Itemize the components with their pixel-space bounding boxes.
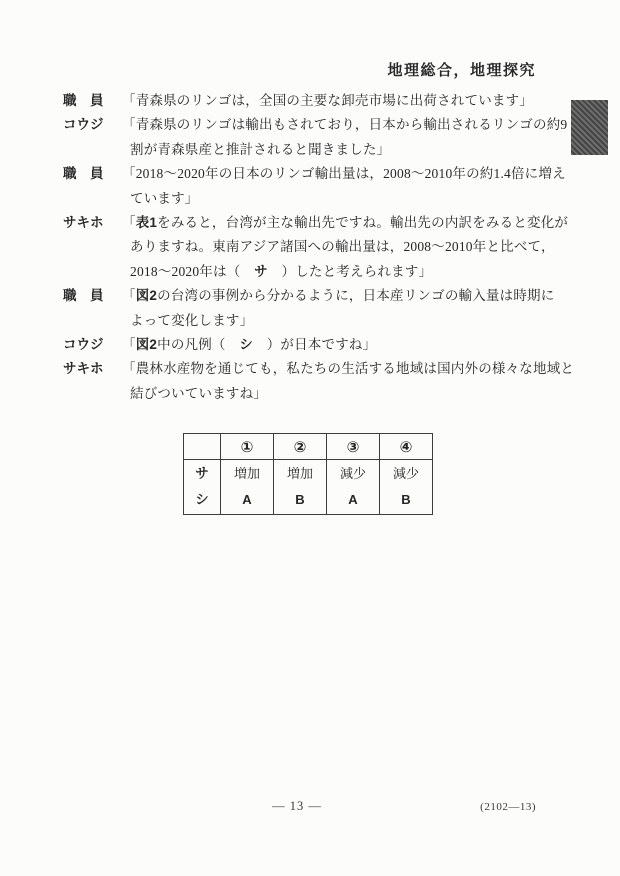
answer-table-head [184, 434, 433, 460]
dialogue-line: 「農林水産物を通じても，私たちの生活する地域は国内外の様々な地域と [122, 361, 575, 377]
dialogue-text [122, 284, 554, 333]
speaker-label: サキホ [63, 215, 104, 231]
answer-table-cell [274, 460, 327, 515]
dialogue-row [63, 89, 563, 113]
answer-table-corner-cell [184, 434, 221, 460]
dialogue-line: 「2018〜2020年の日本のリンゴ輸出量は，2008〜2010年の約1.4倍に増え [122, 166, 566, 182]
answer-table-option-header: ③ [327, 434, 380, 460]
answer-table-option-header: ① [221, 434, 274, 460]
dialogue-text [122, 211, 568, 284]
answer-table-cell [221, 460, 274, 515]
speaker-label: サキホ [63, 361, 104, 377]
dialogue-text [122, 333, 376, 357]
answer-table-header-row [184, 434, 433, 460]
dialogue-row [63, 211, 569, 284]
dialogue-row [63, 357, 575, 406]
answer-table-row-labels [184, 460, 221, 515]
row-label: シ [195, 492, 209, 507]
answer-table-cell [380, 460, 433, 515]
row-label: サ [195, 466, 209, 481]
footer-page-number: — 13 — [272, 799, 322, 813]
answer-shi-value: B [401, 492, 411, 507]
dialogue-line: 「図2の台湾の事例から分かるように，日本産リンゴの輸入量は時期に [122, 288, 555, 304]
dialogue-line: 結びついていますね」 [130, 385, 267, 401]
dialogue-line: 割が青森県産と推計されると聞きました」 [130, 141, 391, 157]
dialogue [63, 89, 575, 406]
dialogue-text [122, 162, 566, 211]
dialogue-line: 2018〜2020年は（ サ ）したと考えられます」 [130, 263, 433, 279]
speaker-label: 職 員 [63, 288, 104, 304]
dialogue-line: よって変化します」 [130, 312, 254, 328]
answer-shi-value: B [295, 492, 305, 507]
answer-sa-value: 減少 [339, 466, 366, 481]
answer-table-cell [327, 460, 380, 515]
dialogue-line: ありますね。東南アジア諸国への輸出量は，2008〜2010年と比べて， [130, 239, 555, 255]
dialogue-line: 「図2中の凡例（ シ ）が日本ですね」 [122, 337, 377, 353]
section-edge-tab [571, 100, 608, 155]
page-title: 地理総合，地理探究 [387, 62, 536, 79]
answer-sa-value: 増加 [233, 466, 260, 481]
answer-shi-value: A [348, 492, 358, 507]
dialogue-row [63, 333, 563, 357]
dialogue-row [63, 113, 568, 162]
footer-booklet-code: (2102—13) [480, 801, 536, 813]
answer-choice-table [183, 433, 433, 515]
dialogue-line: 「青森県のリンゴは輸出もされており，日本から輸出されるリンゴの約9 [122, 117, 568, 133]
dialogue-row [63, 162, 566, 211]
dialogue-text [122, 113, 567, 162]
dialogue-line: 「表1をみると，台湾が主な輸出先ですね。輸出先の内訳をみると変化が [122, 215, 569, 231]
speaker-label: 職 員 [63, 166, 104, 182]
answer-sa-value: 増加 [286, 466, 313, 481]
dialogue-text [122, 89, 533, 113]
answer-table-option-header: ② [274, 434, 327, 460]
answer-sa-value: 減少 [392, 466, 419, 481]
answer-table-option-header: ④ [380, 434, 433, 460]
dialogue-line: 「青森県のリンゴは，全国の主要な卸売市場に出荷されています」 [122, 93, 533, 108]
answer-table-body-row [184, 460, 433, 515]
dialogue-text [122, 357, 574, 406]
dialogue-line: ています」 [130, 190, 199, 206]
answer-shi-value: A [242, 492, 252, 507]
answer-table-body [184, 460, 433, 515]
dialogue-row [63, 284, 563, 333]
speaker-label: 職 員 [63, 93, 104, 108]
speaker-label: コウジ [63, 117, 104, 133]
speaker-label: コウジ [63, 337, 104, 353]
